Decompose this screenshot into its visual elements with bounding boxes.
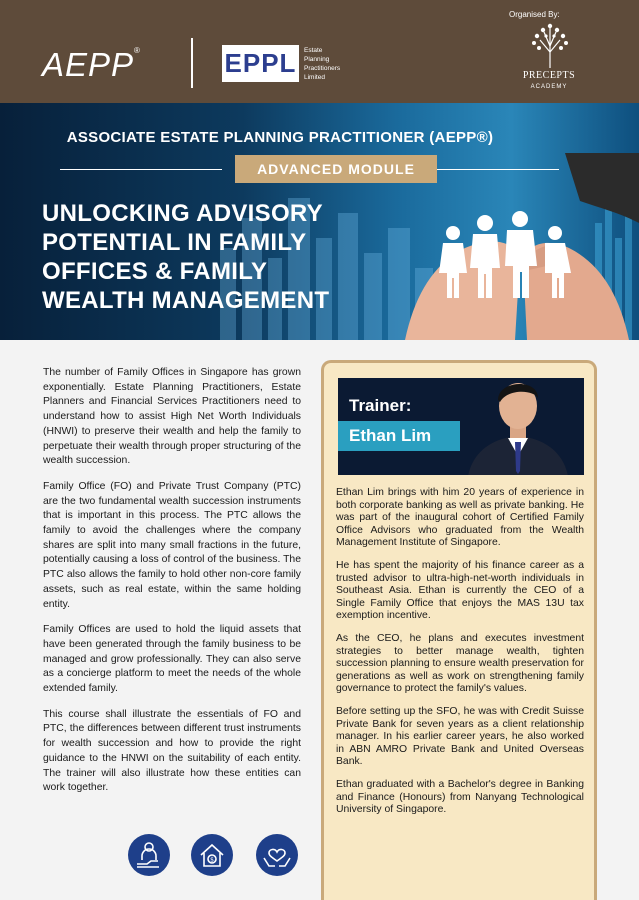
description-paragraph: The number of Family Offices in Singapore has grown exponentially. Estate Planning Practitioners, Estate Planners and Financial Services Practitioners need to understand how to assist High Net Worth Individuals (HNWI) to preserve their wealth and help the family to perpetuate their wealth through proper structuring of the wealth succession. <box>43 367 301 467</box>
module-badge: ADVANCED MODULE <box>235 155 437 183</box>
trainer-card <box>321 360 597 900</box>
logo-divider <box>191 38 193 88</box>
headline-line: WEALTH MANAGEMENT <box>42 287 330 314</box>
aepp-logo-text: AEPP <box>42 46 135 83</box>
header-band <box>0 0 639 103</box>
bio-paragraph: Ethan Lim brings with him 20 years of experience in both corporate banking as well as private banking. He was part of the inaugural cohort of Certified Family Office Advisors who graduated from the Wealth Management Institute of Singapore. <box>336 487 584 548</box>
eppl-subtitle <box>304 46 340 82</box>
course-description <box>43 366 301 807</box>
description-paragraph: This course shall illustrate the essentials of FO and PTC, the differences between different trust instruments for wealth succession and how to provide the right guidance to the HNWI on the suitability of each entity. The trainer will also illustrate how these entities can work together. <box>43 708 301 794</box>
tree-icon <box>526 22 574 70</box>
eppl-sub-line: Estate <box>304 47 323 54</box>
headline-line: UNLOCKING ADVISORY <box>42 200 323 227</box>
trainer-header <box>338 378 584 475</box>
divider-left <box>60 169 222 170</box>
advisor-icon <box>128 834 170 876</box>
aepp-logo: AEPP® <box>42 46 141 83</box>
academy-logo-text: ACADEMY <box>530 84 568 90</box>
headline-line: POTENTIAL IN FAMILY <box>42 229 307 256</box>
bio-paragraph: He has spent the majority of his finance career as a trusted advisor to ultra-high-net-worth individuals in Southeast Asia. Ethan is currently the CEO of a Single Family Office that enjoys the MAS 13U tax exemption incentive. <box>336 560 584 621</box>
eppl-logo: EPPL <box>222 45 299 82</box>
headline-line: OFFICES & FAMILY <box>42 258 268 285</box>
family-care-icon <box>256 834 298 876</box>
svg-text:$: $ <box>210 856 214 864</box>
bio-paragraph: As the CEO, he plans and executes investment strategies to better manage wealth, tighten succession planning to ensure wealth preservation for generations as well as work on strengthening family governance to protect the family's values. <box>336 633 584 694</box>
hero-banner <box>0 103 639 340</box>
eppl-sub-line: Practitioners <box>304 65 341 72</box>
description-paragraph: Family Offices are used to hold the liquid assets that have been generated through the family business to be managed and grow professionally. They can also serve as a concierge platform to meet the needs of the whole extended family. <box>43 624 301 695</box>
bio-paragraph: Before setting up the SFO, he was with Credit Suisse Private Bank for seven years as a client relationship manager. In his earlier career years, he also worked in ABN AMRO Private Bank and United Overseas Bank. <box>336 706 584 767</box>
course-title: ASSOCIATE ESTATE PLANNING PRACTITIONER (AEPP®) <box>66 129 494 146</box>
organised-by-label: Organised By: <box>509 10 560 19</box>
eppl-sub-line: Limited <box>304 74 325 81</box>
family-hands-illustration <box>395 153 639 340</box>
trainer-photo <box>448 378 584 475</box>
trainer-bio <box>336 487 584 827</box>
bio-paragraph: Ethan graduated with a Bachelor's degree in Banking and Finance (Honours) from Nanyang Technological University of Singapore. <box>336 779 584 815</box>
trainer-name: Ethan Lim <box>338 421 460 451</box>
precepts-logo-text: PRECEPTS <box>522 70 576 81</box>
description-paragraph: Family Office (FO) and Private Trust Company (PTC) are the two fundamental wealth succession instruments that is important in this process. The PTC allows the family to avoid the challenges where the company shares are split into many small fractions in the future, potentially causing a loss of control of the business. The PTC also allows the family to hold other non-core family assets, such as real estate, within the same holding entity. <box>43 480 301 610</box>
eppl-sub-line: Planning <box>304 56 330 63</box>
home-wealth-icon <box>191 834 233 876</box>
hero-headline <box>42 199 402 315</box>
trainer-label: Trainer: <box>349 396 412 415</box>
feature-icons-row <box>128 834 308 880</box>
